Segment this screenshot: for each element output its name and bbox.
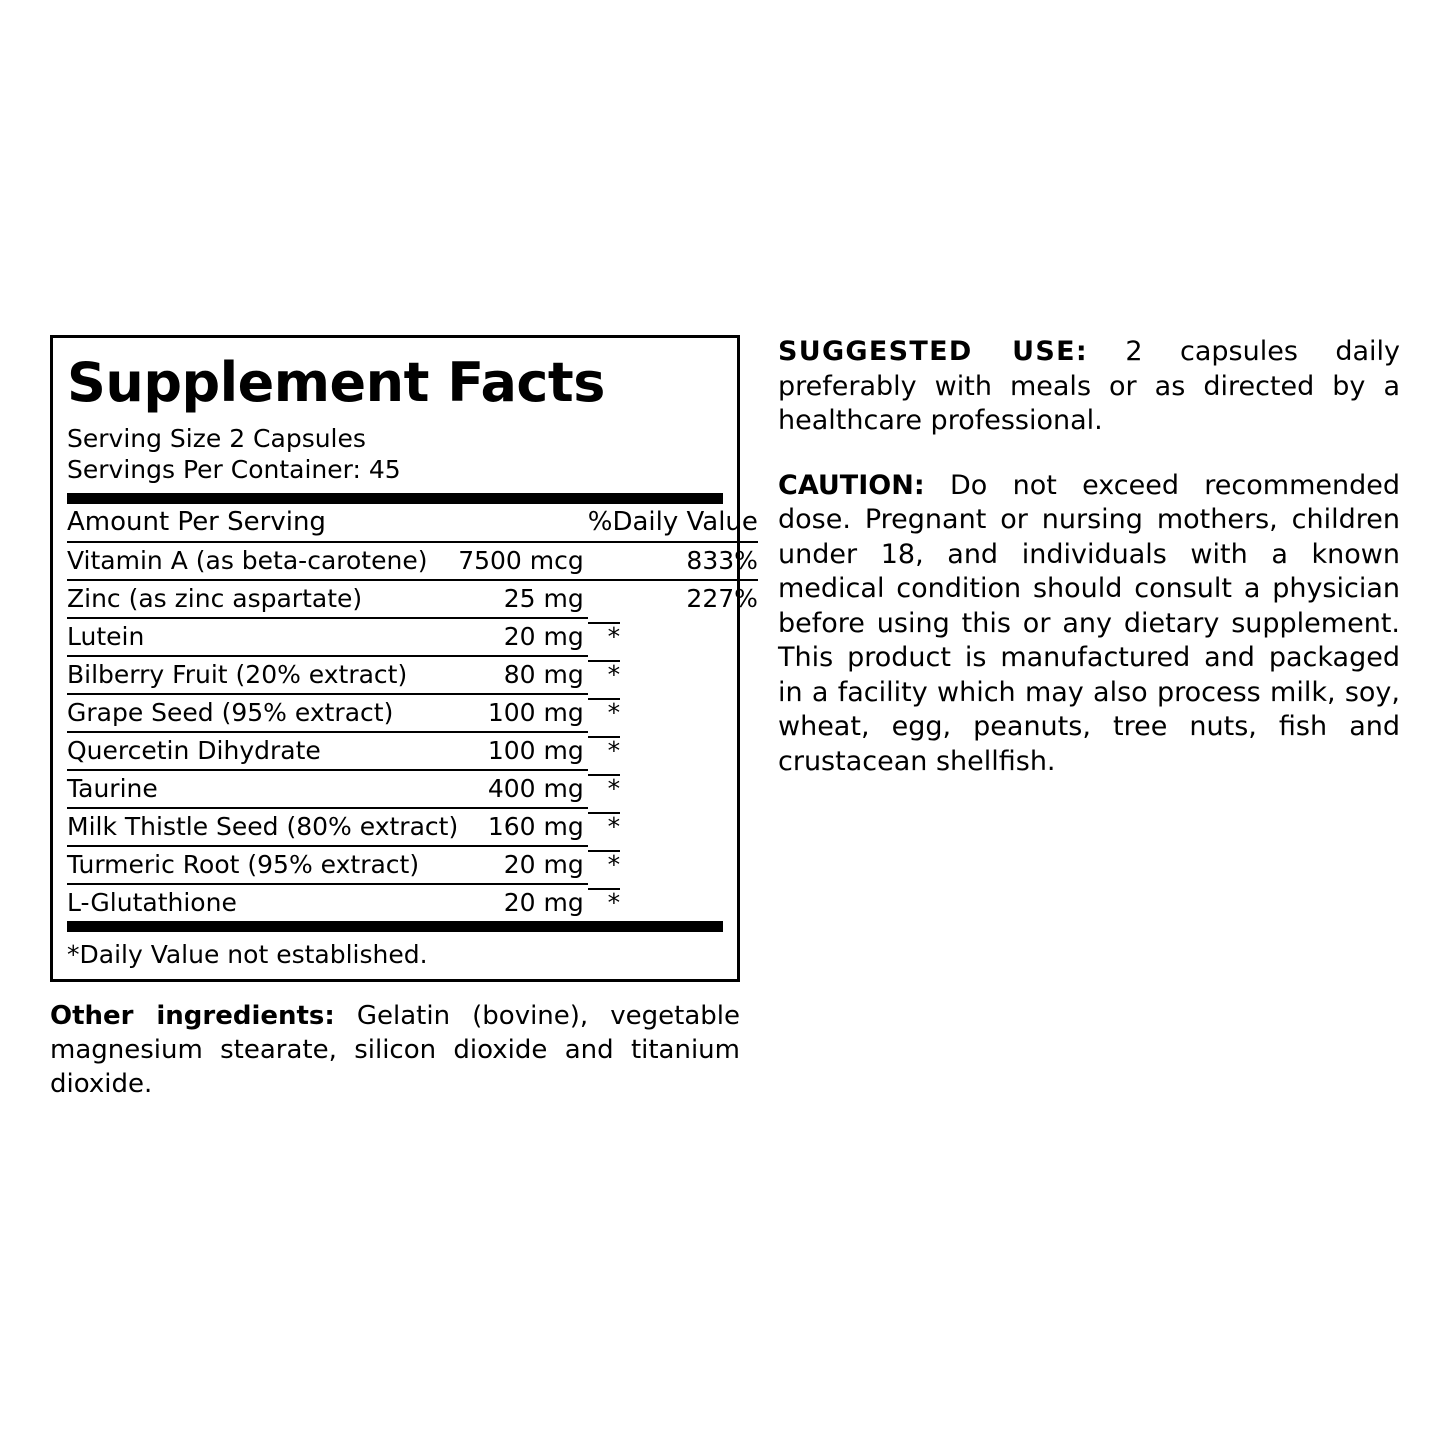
nutrition-table (67, 504, 758, 921)
nutrient-name: Bilberry Fruit (20% extract) (67, 656, 458, 694)
nutrient-daily-value: * (588, 622, 620, 651)
other-ingredients-text: Gelatin (bovine), vegetable magnesium stearate, silicon dioxide and titanium dioxide. (50, 1001, 740, 1099)
suggested-use-label: SUGGESTED USE: (778, 336, 1088, 367)
nutrient-amount: 400 mg (458, 770, 588, 808)
nutrient-daily-value: * (588, 736, 620, 765)
table-row (67, 732, 758, 770)
nutrient-daily-value: * (588, 850, 620, 879)
divider-thick-bottom (67, 921, 723, 932)
column-header-daily-value: %Daily Value (587, 507, 758, 537)
caution-paragraph (778, 469, 1400, 780)
nutrient-daily-value: * (588, 888, 620, 917)
nutrient-amount: 80 mg (458, 656, 588, 694)
nutrient-daily-value: * (588, 774, 620, 803)
nutrient-name: Zinc (as zinc aspartate) (67, 580, 458, 618)
nutrient-amount: 160 mg (458, 808, 588, 846)
right-column (778, 335, 1400, 810)
nutrient-amount: 20 mg (458, 846, 588, 884)
nutrient-amount: 25 mg (458, 580, 588, 618)
nutrient-name: L-Glutathione (67, 884, 458, 921)
caution-label: CAUTION: (778, 469, 925, 501)
nutrient-name: Vitamin A (as beta-carotene) (67, 542, 458, 580)
nutrient-name: Lutein (67, 618, 458, 656)
nutrient-name: Quercetin Dihydrate (67, 732, 458, 770)
table-header-row (67, 504, 758, 542)
nutrient-daily-value: 227% (588, 580, 758, 618)
nutrient-amount: 100 mg (458, 694, 588, 732)
table-row (67, 770, 758, 808)
column-header-amount: Amount Per Serving (67, 507, 326, 537)
supplement-facts-panel (50, 335, 758, 982)
nutrient-daily-value: * (588, 698, 620, 727)
caution-text: Do not exceed recommended dose. Pregnant or nursing mothers, children under 18, and individuals with a known medical condition should consult a physician before using this or any dietary supplement. This product is manufactured and packaged in a facility which may also process milk, soy, wheat, egg, peanuts, tree nuts, fish and crustacean shellfish. (778, 469, 1400, 778)
table-row (67, 694, 758, 732)
table-row (67, 846, 758, 884)
nutrient-name: Grape Seed (95% extract) (67, 694, 458, 732)
supplement-facts-title: Supplement Facts (67, 351, 605, 414)
table-row (67, 808, 758, 846)
servings-per-container: Servings Per Container: 45 (67, 454, 401, 484)
table-row (67, 542, 758, 580)
nutrient-amount: 20 mg (458, 618, 588, 656)
column-header-spacer (458, 504, 588, 542)
nutrient-name: Milk Thistle Seed (80% extract) (67, 808, 458, 846)
nutrient-amount: 7500 mcg (458, 542, 588, 580)
table-row (67, 656, 758, 694)
table-row (67, 580, 758, 618)
other-ingredients (50, 1000, 740, 1101)
table-row (67, 618, 758, 656)
other-ingredients-label: Other ingredients: (50, 1001, 335, 1031)
daily-value-footnote: *Daily Value not established. (67, 940, 428, 969)
nutrient-amount: 20 mg (458, 884, 588, 921)
nutrient-daily-value: * (588, 812, 620, 841)
nutrient-name: Turmeric Root (95% extract) (67, 846, 458, 884)
divider-thick-top (67, 493, 723, 504)
suggested-use-paragraph (778, 335, 1400, 439)
serving-size: Serving Size 2 Capsules (67, 424, 366, 453)
nutrient-daily-value: * (588, 660, 620, 689)
nutrient-amount: 100 mg (458, 732, 588, 770)
nutrient-name: Taurine (67, 770, 458, 808)
suggested-use-text: 2 capsules daily preferably with meals or as directed by a healthcare professional. (778, 336, 1400, 437)
table-row (67, 884, 758, 921)
left-column (50, 335, 758, 1101)
nutrient-daily-value: 833% (588, 542, 758, 580)
